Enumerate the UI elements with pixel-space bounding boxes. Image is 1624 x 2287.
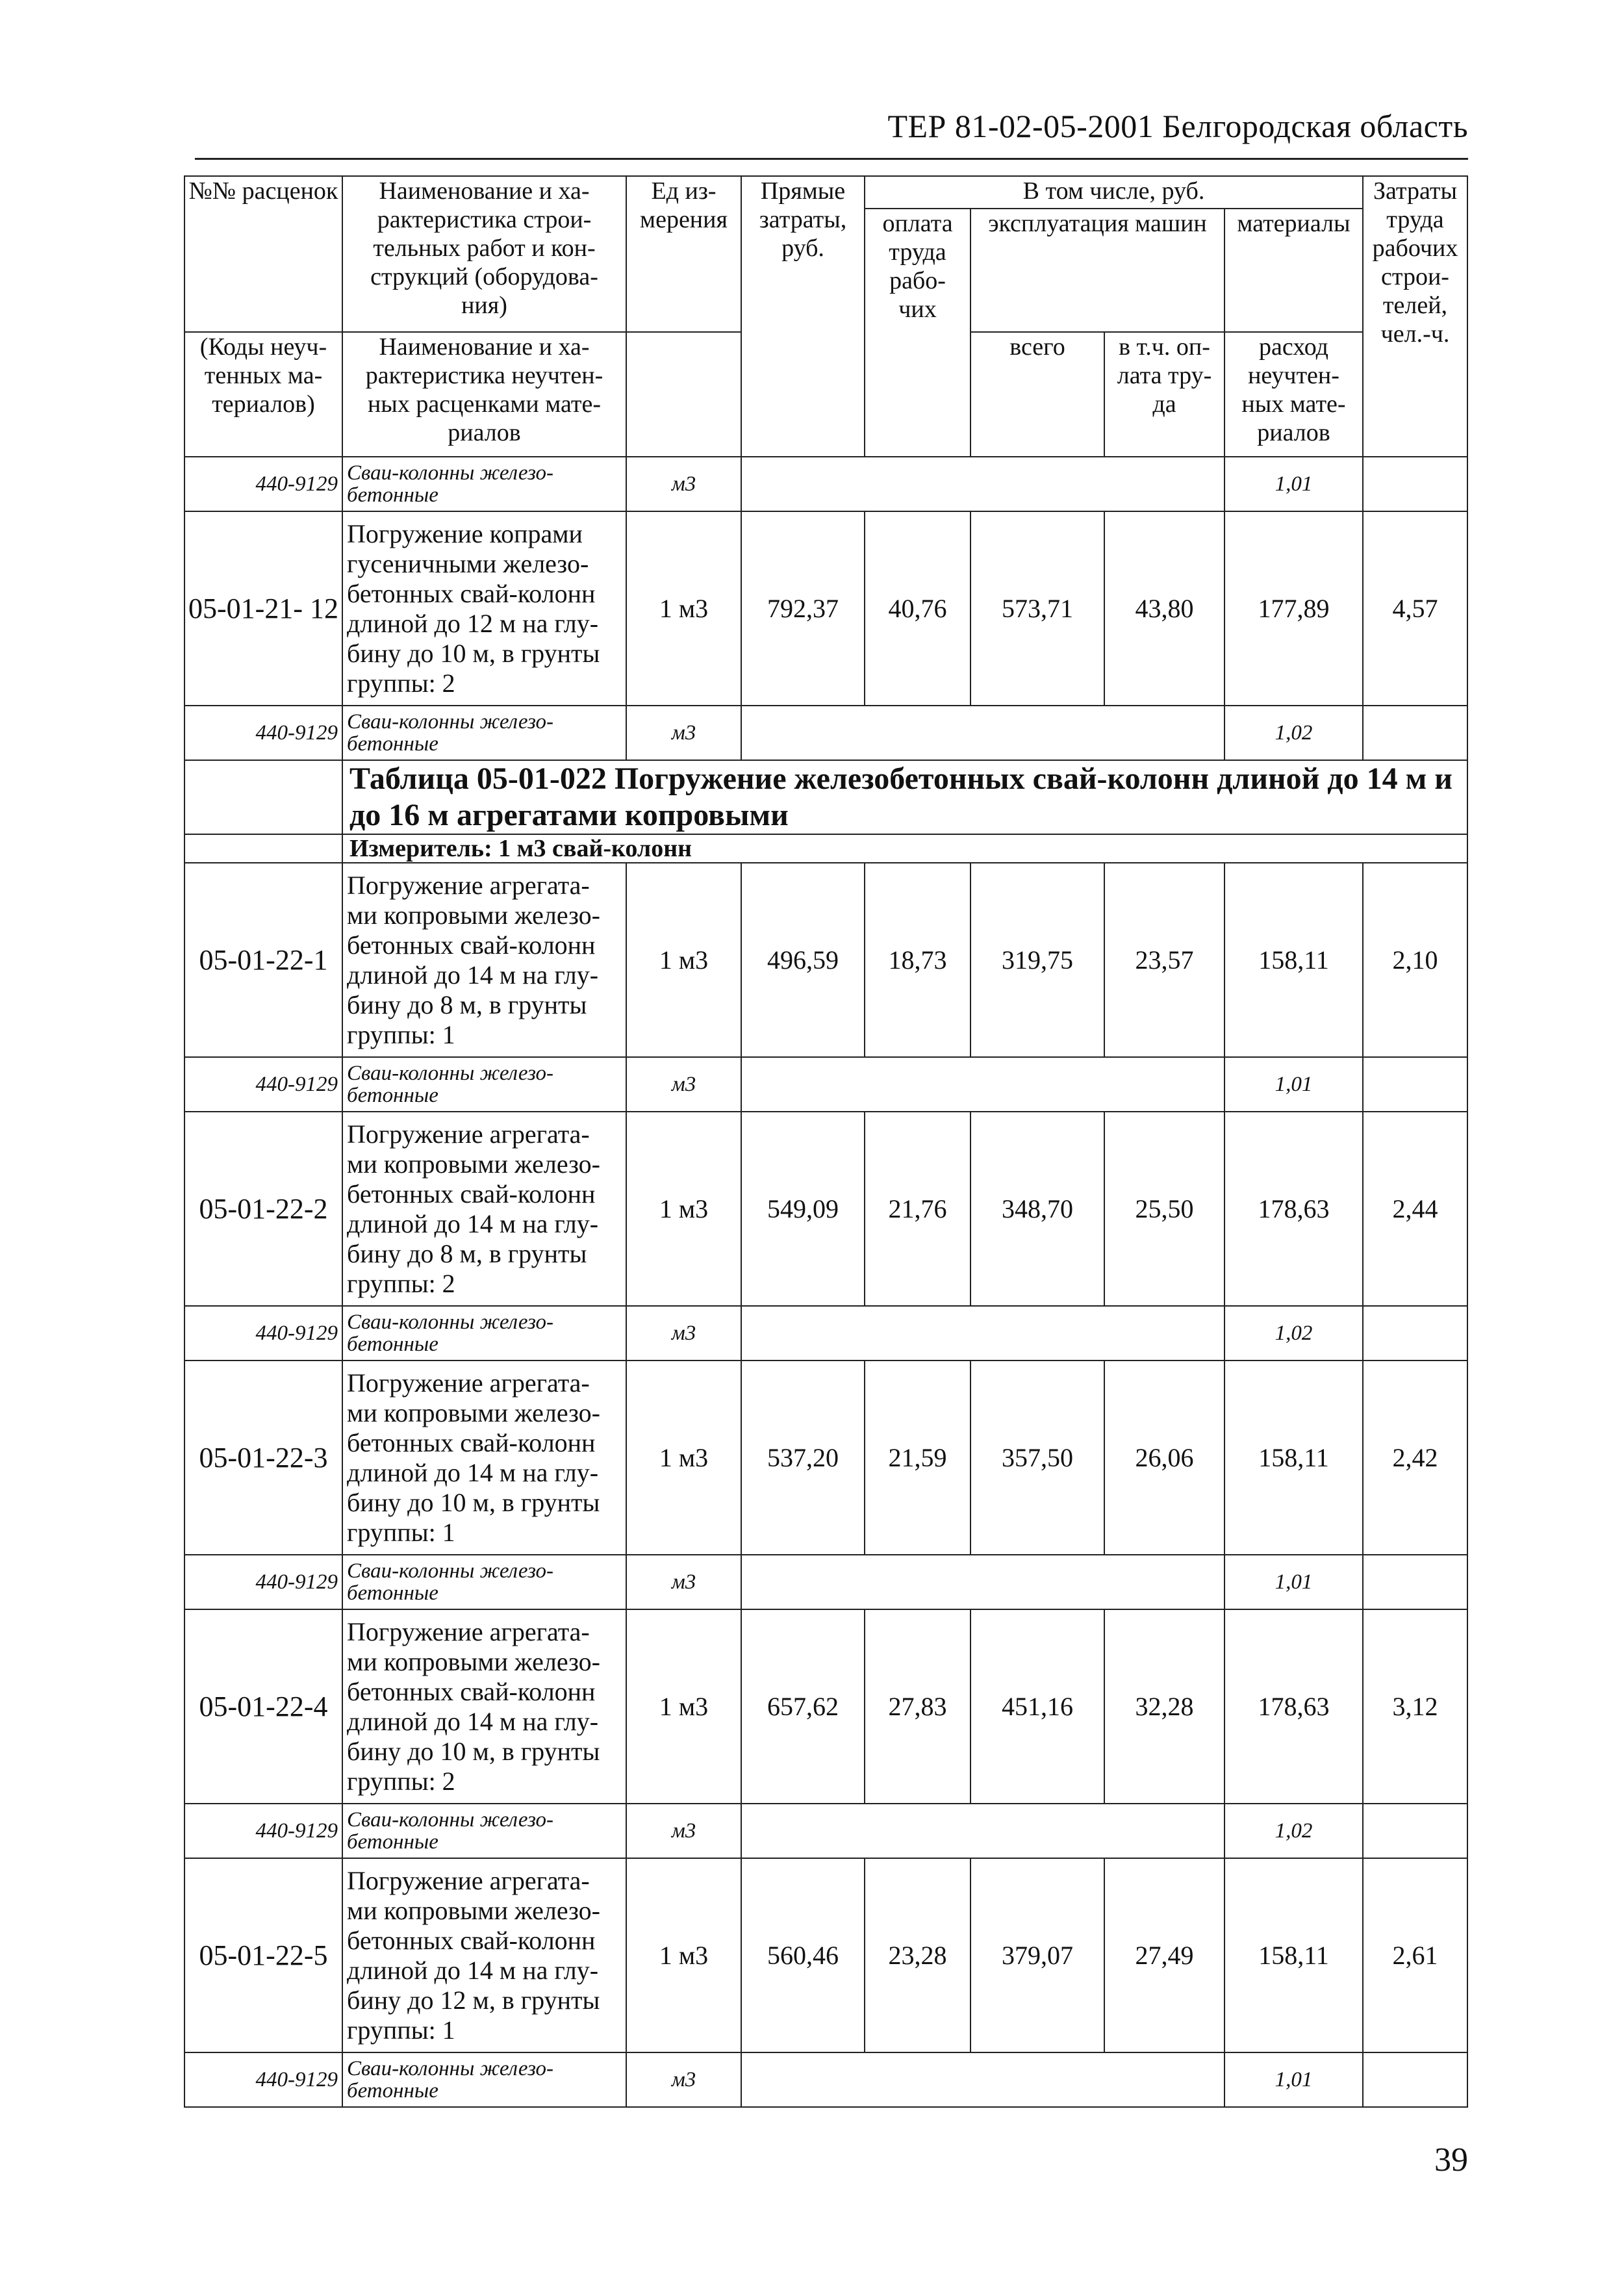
page-number: 39	[1434, 2141, 1468, 2178]
header-rule	[195, 158, 1468, 160]
machines-total: 357,50	[971, 1361, 1104, 1555]
machines-total: 451,16	[971, 1609, 1104, 1804]
col-header-mach-total: всего	[971, 332, 1104, 457]
labor-pay: 27,83	[865, 1609, 971, 1804]
material-row	[184, 1555, 1467, 1609]
rate-code: 05-01-22-3	[184, 1361, 342, 1555]
material-row	[184, 1306, 1467, 1361]
table-row	[184, 1858, 1467, 2052]
empty-cell	[741, 457, 1224, 511]
material-name: Сваи-колонны железо- бетонные	[342, 706, 626, 760]
material-row	[184, 1804, 1467, 1858]
rate-code: 05-01-22-5	[184, 1858, 342, 2052]
material-name: Сваи-колонны железо- бетонные	[342, 1057, 626, 1112]
labor-hours: 2,10	[1363, 863, 1467, 1057]
machines-total: 573,71	[971, 511, 1104, 706]
rate-name: Погружение агрегата- ми копровыми железо- бетонных свай-колонн длиной до 14 м на глу- бину до 12 м, в грунты группы: 1	[342, 1858, 626, 2052]
labor-hours: 2,44	[1363, 1112, 1467, 1306]
materials-cost: 158,11	[1224, 863, 1363, 1057]
col-header-code2: (Коды неуч- тенных ма- териалов)	[184, 332, 342, 457]
empty-cell	[741, 1804, 1224, 1858]
material-qty: 1,02	[1224, 1306, 1363, 1361]
machines-labor-pay: 25,50	[1104, 1112, 1224, 1306]
labor-pay: 40,76	[865, 511, 971, 706]
rate-code: 05-01-22-1	[184, 863, 342, 1057]
col-header-direct: Прямые затраты, руб.	[741, 176, 865, 457]
rate-unit: 1 м3	[626, 1361, 741, 1555]
empty-cell	[741, 1555, 1224, 1609]
empty-cell	[1363, 457, 1467, 511]
material-code: 440-9129	[184, 706, 342, 760]
labor-pay: 21,76	[865, 1112, 971, 1306]
rate-unit: 1 м3	[626, 1858, 741, 2052]
labor-hours: 4,57	[1363, 511, 1467, 706]
material-name: Сваи-колонны железо- бетонные	[342, 1804, 626, 1858]
table-row	[184, 1361, 1467, 1555]
material-row	[184, 457, 1467, 511]
material-unit: м3	[626, 1804, 741, 1858]
rate-unit: 1 м3	[626, 863, 741, 1057]
table-row	[184, 1609, 1467, 1804]
material-qty: 1,01	[1224, 1057, 1363, 1112]
material-code: 440-9129	[184, 1804, 342, 1858]
material-row	[184, 2052, 1467, 2107]
machines-total: 319,75	[971, 863, 1104, 1057]
table-row	[184, 511, 1467, 706]
rate-unit: 1 м3	[626, 1112, 741, 1306]
empty-cell	[741, 1306, 1224, 1361]
labor-hours: 3,12	[1363, 1609, 1467, 1804]
table-title: Таблица 05-01-022 Погружение железобетонных свай-колонн длиной до 14 м и до 16 м агрегатами копровыми	[342, 760, 1467, 834]
material-code: 440-9129	[184, 457, 342, 511]
material-code: 440-9129	[184, 1555, 342, 1609]
machines-labor-pay: 32,28	[1104, 1609, 1224, 1804]
material-code: 440-9129	[184, 1306, 342, 1361]
table-row	[184, 863, 1467, 1057]
rate-code: 05-01-22-2	[184, 1112, 342, 1306]
materials-cost: 158,11	[1224, 1361, 1363, 1555]
empty-cell	[741, 1057, 1224, 1112]
empty-cell	[1363, 1555, 1467, 1609]
col-header-mach-pay: в т.ч. оп- лата тру- да	[1104, 332, 1224, 457]
rates-table	[184, 175, 1468, 2108]
col-header-labor-cost: Затраты труда рабочих строи- телей, чел.-ч.	[1363, 176, 1467, 457]
col-header-labor-pay: оплата труда рабо- чих	[865, 209, 971, 457]
labor-hours: 2,61	[1363, 1858, 1467, 2052]
material-row	[184, 706, 1467, 760]
materials-cost: 158,11	[1224, 1858, 1363, 2052]
material-name: Сваи-колонны железо- бетонные	[342, 1306, 626, 1361]
material-qty: 1,01	[1224, 457, 1363, 511]
material-unit: м3	[626, 1306, 741, 1361]
empty-cell	[184, 834, 342, 863]
measure-row	[184, 834, 1467, 863]
col-header-mat-unacc: расход неучтен- ных мате- риалов	[1224, 332, 1363, 457]
machines-labor-pay: 26,06	[1104, 1361, 1224, 1555]
material-qty: 1,02	[1224, 1804, 1363, 1858]
material-unit: м3	[626, 1555, 741, 1609]
rate-name: Погружение агрегата- ми копровыми железо- бетонных свай-колонн длиной до 14 м на глу- бину до 10 м, в грунты группы: 2	[342, 1609, 626, 1804]
material-unit: м3	[626, 706, 741, 760]
col-header-materials: материалы	[1224, 209, 1363, 332]
material-unit: м3	[626, 457, 741, 511]
machines-total: 348,70	[971, 1112, 1104, 1306]
measure-unit: Измеритель: 1 м3 свай-колонн	[342, 834, 1467, 863]
empty-cell	[1363, 1057, 1467, 1112]
rate-name: Погружение агрегата- ми копровыми железо- бетонных свай-колонн длиной до 14 м на глу- бину до 10 м, в грунты группы: 1	[342, 1361, 626, 1555]
labor-pay: 21,59	[865, 1361, 971, 1555]
direct-cost: 496,59	[741, 863, 865, 1057]
col-header-incl: В том числе, руб.	[865, 176, 1363, 209]
materials-cost: 178,63	[1224, 1609, 1363, 1804]
machines-labor-pay: 43,80	[1104, 511, 1224, 706]
material-qty: 1,01	[1224, 1555, 1363, 1609]
col-header-machines: эксплуатация машин	[971, 209, 1224, 332]
direct-cost: 657,62	[741, 1609, 865, 1804]
direct-cost: 537,20	[741, 1361, 865, 1555]
document-header: ТЕР 81-02-05-2001 Белгородская область	[887, 108, 1468, 144]
direct-cost: 792,37	[741, 511, 865, 706]
material-name: Сваи-колонны железо- бетонные	[342, 2052, 626, 2107]
material-row	[184, 1057, 1467, 1112]
empty-cell	[1363, 2052, 1467, 2107]
empty-cell	[741, 706, 1224, 760]
material-qty: 1,01	[1224, 2052, 1363, 2107]
material-name: Сваи-колонны железо- бетонные	[342, 1555, 626, 1609]
materials-cost: 177,89	[1224, 511, 1363, 706]
empty-cell	[184, 760, 342, 834]
machines-labor-pay: 27,49	[1104, 1858, 1224, 2052]
col-header-name2: Наименование и ха- рактеристика неучтен- ных расценками мате- риалов	[342, 332, 626, 457]
empty-cell	[1363, 706, 1467, 760]
material-name: Сваи-колонны железо- бетонные	[342, 457, 626, 511]
table-row	[184, 1112, 1467, 1306]
rate-unit: 1 м3	[626, 1609, 741, 1804]
machines-total: 379,07	[971, 1858, 1104, 2052]
material-unit: м3	[626, 1057, 741, 1112]
labor-pay: 23,28	[865, 1858, 971, 2052]
col-header-unit-blank	[626, 332, 741, 457]
col-header-code: №№ расценок	[184, 176, 342, 332]
labor-hours: 2,42	[1363, 1361, 1467, 1555]
section-title-row	[184, 760, 1467, 834]
rate-name: Погружение копрами гусеничными железо- бетонных свай-колонн длиной до 12 м на глу- бину до 10 м, в грунты группы: 2	[342, 511, 626, 706]
machines-labor-pay: 23,57	[1104, 863, 1224, 1057]
rate-name: Погружение агрегата- ми копровыми железо- бетонных свай-колонн длиной до 14 м на глу- бину до 8 м, в грунты группы: 2	[342, 1112, 626, 1306]
empty-cell	[1363, 1804, 1467, 1858]
material-qty: 1,02	[1224, 706, 1363, 760]
labor-pay: 18,73	[865, 863, 971, 1057]
material-code: 440-9129	[184, 1057, 342, 1112]
rate-code: 05-01-21- 12	[184, 511, 342, 706]
direct-cost: 549,09	[741, 1112, 865, 1306]
rate-name: Погружение агрегата- ми копровыми железо- бетонных свай-колонн длиной до 14 м на глу- бину до 8 м, в грунты группы: 1	[342, 863, 626, 1057]
empty-cell	[741, 2052, 1224, 2107]
direct-cost: 560,46	[741, 1858, 865, 2052]
empty-cell	[1363, 1306, 1467, 1361]
rate-unit: 1 м3	[626, 511, 741, 706]
rate-code: 05-01-22-4	[184, 1609, 342, 1804]
material-code: 440-9129	[184, 2052, 342, 2107]
col-header-name: Наименование и ха- рактеристика строи- тельных работ и кон- струкций (оборудова- ния)	[342, 176, 626, 332]
materials-cost: 178,63	[1224, 1112, 1363, 1306]
material-unit: м3	[626, 2052, 741, 2107]
col-header-unit: Ед из- мерения	[626, 176, 741, 332]
